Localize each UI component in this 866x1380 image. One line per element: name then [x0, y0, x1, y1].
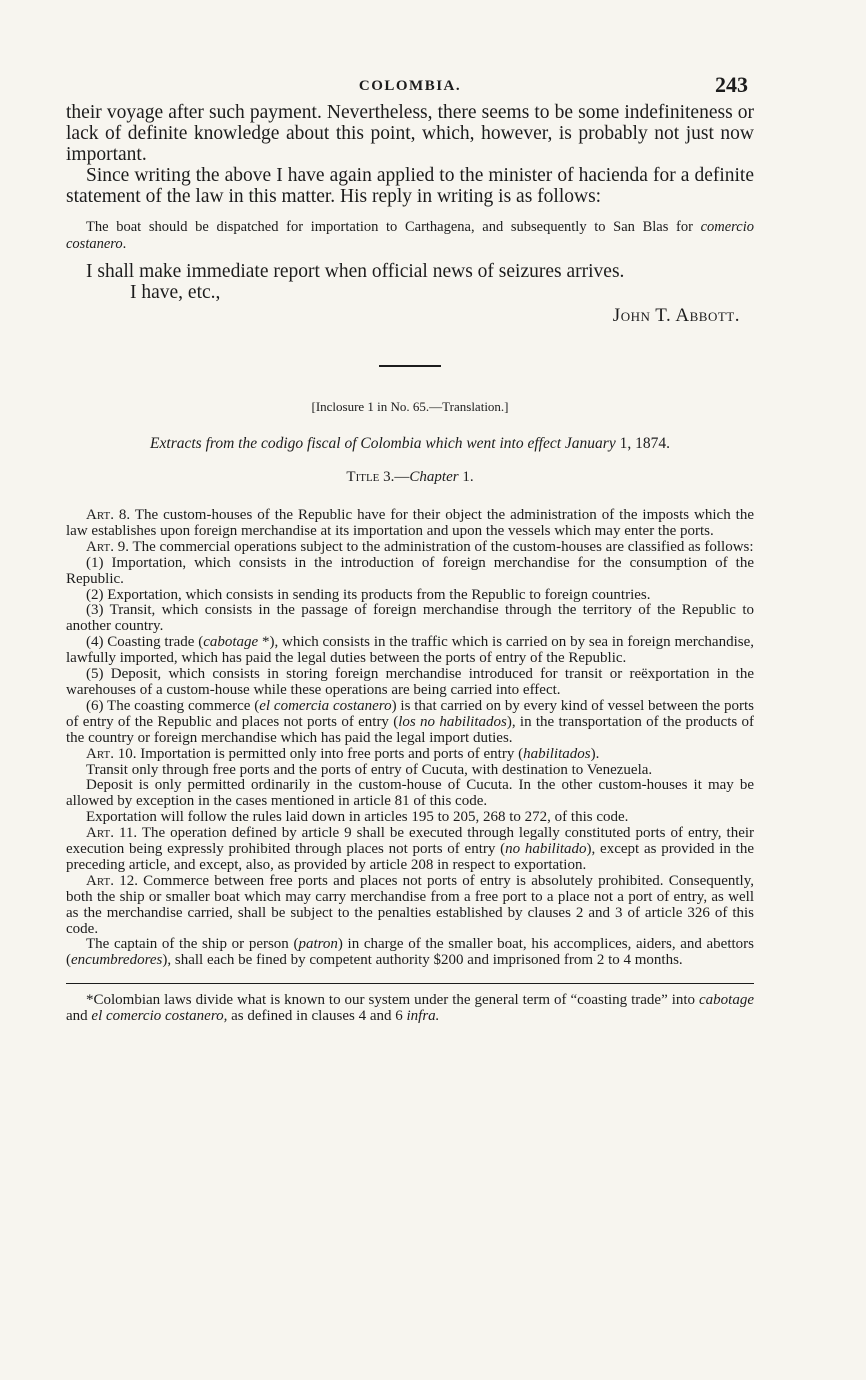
article-11 — [66, 826, 754, 874]
quote-italic: comercio costanero — [66, 219, 754, 252]
clause-6-e: ), in the transportation of the products of the country or foreign merchandise which has paid the legal import duties. — [66, 713, 754, 746]
quote-end: . — [122, 236, 127, 252]
article-12-p2-italic-2: encumbredores — [71, 952, 163, 969]
footnote-rule — [66, 983, 754, 984]
clause-4-c: *), which consists in the traffic which is carried on by sea in foreign merchandise, lawfully imported, which has paid the legal duties between the ports of entry of the Republic. — [66, 634, 754, 667]
article-10-c: ). — [590, 745, 600, 762]
article-10-transit: Transit only through free ports and the ports of entry of Cucuta, with destination to Venezuela. — [86, 761, 653, 778]
article-12-p2-e: ), shall each be fined by competent authority $200 and imprisoned from 2 to 4 months. — [162, 952, 683, 969]
inclosure-label: [Inclosure 1 in No. 65.—Translation.] — [311, 399, 509, 414]
article-11-c: ), except as provided in the preceding article, and except, also, as provided by article 208 in respect to exportation. — [66, 841, 755, 873]
document-page — [66, 68, 754, 1024]
article-10-exportation: Exportation will follow the rules laid down in articles 195 to 205, 268 to 272, of this code. — [86, 809, 629, 826]
footnote-a: *Colombian laws divide what is known to our system under the general term of “coasting trade” into — [86, 992, 700, 1009]
footnote — [66, 992, 754, 1024]
section-divider — [379, 365, 441, 367]
clause-6 — [66, 699, 754, 747]
article-10-italic: habilitados — [523, 745, 591, 762]
clause-6-a: (6) The coasting commerce ( — [86, 697, 260, 714]
article-8-label: Art. 8. — [86, 507, 131, 523]
clause-3: (3) Transit, which consists in the passage of foreign merchandise through the territory of the Republic to another country. — [66, 602, 754, 635]
clause-4-italic: cabotage — [203, 634, 259, 651]
clause-5: (5) Deposit, which consists in storing foreign merchandise introduced for transit or reëxportation in the warehouses of a custom-house while these operations are being carried into effect. — [66, 666, 754, 698]
clause-6-italic-2: los no habilitados — [398, 713, 507, 730]
clause-2: (2) Exportation, which consists in sending its products from the Republic to foreign countries. — [86, 586, 651, 603]
footnote-c: and — [66, 1008, 92, 1025]
article-12-p2-c: ) in charge of the smaller boat, his accomplices, aiders, and abettors ( — [66, 936, 754, 969]
article-10-label: Art. 10. — [86, 745, 137, 762]
article-10-a: Importation is permitted only into free ports and ports of entry ( — [136, 745, 524, 762]
footnote-italic-1: cabotage — [699, 992, 754, 1009]
article-10-deposit: Deposit is only permitted ordinarily in the custom-house of Cucuta. In the other custom-houses it may be allowed by exception in the cases mentioned in article 81 of this code. — [66, 777, 754, 810]
clause-6-italic-1: el comercia costanero — [259, 697, 392, 714]
article-12-p2-a: The captain of the ship or person ( — [86, 936, 299, 953]
article-9-label: Art. 9. — [86, 538, 129, 555]
article-11-label: Art. 11. — [86, 825, 138, 842]
chapter-label: Chapter — [409, 469, 459, 485]
footnote-e: as defined in clauses 4 and 6 — [227, 1008, 407, 1025]
minister-reply-quote — [66, 219, 754, 253]
footnote-italic-3: infra. — [406, 1008, 440, 1025]
clause-6-c: ) is that carried on by every kind of vessel between the ports of entry of the Republic and places not ports of entry ( — [66, 697, 754, 730]
title-chapter-heading — [66, 469, 754, 486]
article-9 — [66, 540, 754, 556]
running-head — [66, 68, 754, 102]
letter-paragraph-2: Since writing the above I have again applied to the minister of hacienda for a definite statement of the law in this matter. His reply in writing is as follows: — [66, 165, 754, 207]
letter-paragraph-3: I shall make immediate report when official news of seizures arrives. — [86, 261, 625, 282]
article-12-text: Commerce between free ports and places not ports of entry is absolutely prohibited. Consequently, both the ship or smaller boat which may carry merchandise from a free port to a place not a port of entry, as well as the merchandise carried, shall be subject to the penalties established by clauses 2 and 3 of article 326 of this code. — [66, 872, 754, 937]
article-8-text: The custom-houses of the Republic have for their object the administration of the imposts which the law establishes upon foreign merchandise at its importation and upon the vessels which may enter the ports. — [66, 507, 754, 539]
signature: John T. Abbott. — [612, 305, 740, 326]
page-number: 243 — [715, 72, 748, 97]
article-12 — [66, 874, 754, 938]
quote-text: The boat should be dispatched for importation to Carthagena, and subsequently to San Blas for — [86, 219, 701, 235]
title-label: Title 3.— — [346, 469, 410, 485]
extracts-italic: Extracts from the codigo fiscal of Colombia which went into effect January — [150, 435, 616, 452]
extracts-date: 1, 1874. — [615, 435, 670, 452]
article-8 — [66, 508, 754, 540]
clause-4-a: (4) Coasting trade ( — [86, 634, 204, 651]
extracts-heading — [66, 435, 754, 453]
letter-closing: I have, etc., — [130, 282, 221, 303]
clause-4 — [66, 635, 754, 667]
clause-1: (1) Importation, which consists in the introduction of foreign merchandise for the consumption of the Republic. — [66, 554, 754, 587]
article-10 — [66, 747, 754, 763]
article-12-p2-italic-1: patron — [298, 936, 338, 953]
article-11-a: The operation defined by article 9 shall be executed through legally constituted ports of entry, their execution being expressly prohibited through places not ports of entry ( — [66, 825, 755, 858]
article-12-penalties — [66, 937, 754, 969]
letter-paragraph-1: their voyage after such payment. Nevertheless, there seems to be some indefiniteness or lack of definite knowledge about this point, which, however, is probably not just now important. — [66, 102, 754, 165]
running-title: COLOMBIA. — [358, 78, 462, 94]
chapter-number: 1. — [458, 469, 474, 485]
article-12-label: Art. 12. — [86, 872, 138, 889]
article-9-text: The commercial operations subject to the administration of the custom-houses are classified as follows: — [128, 538, 754, 555]
footnote-italic-2: el comercio costanero, — [91, 1008, 228, 1025]
article-11-italic: no habilitado — [505, 841, 587, 858]
